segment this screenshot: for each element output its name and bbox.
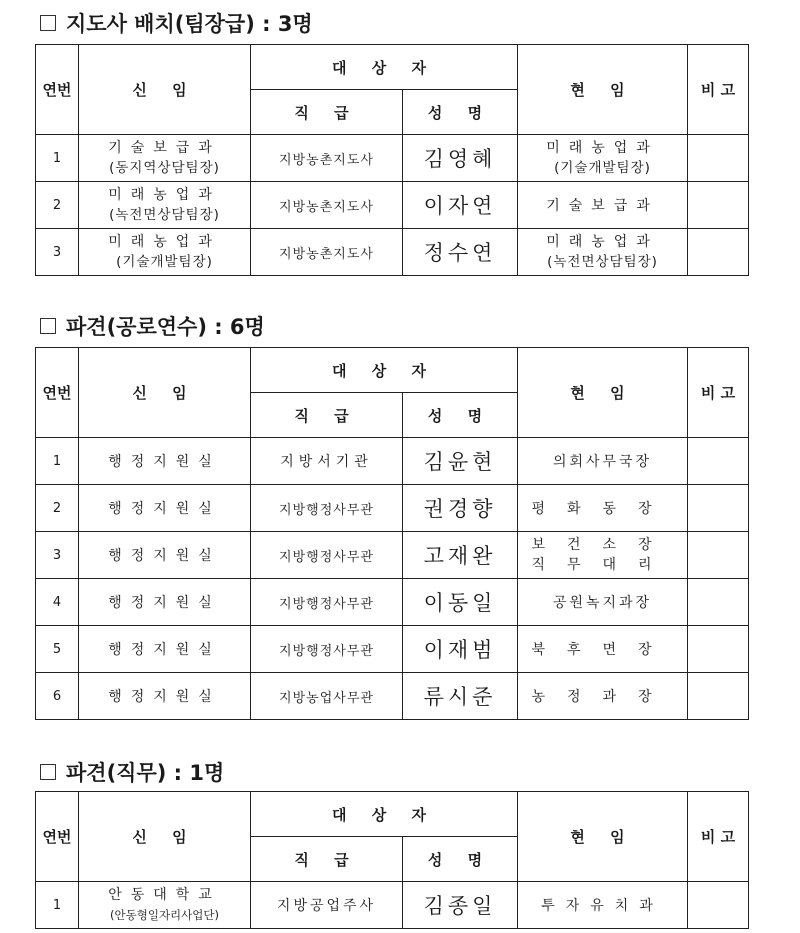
row-no: 3 xyxy=(36,532,79,579)
section-title-text: 파견(공로연수) : 6명 xyxy=(66,315,265,339)
new-post-cell: 행정지원실 xyxy=(79,626,251,673)
rank-cell: 지방농촌지도사 xyxy=(251,135,403,182)
current-post-team: (녹전면상담팀장) xyxy=(547,254,658,270)
name-cell: 이재범 xyxy=(403,626,518,673)
note-cell xyxy=(688,135,749,182)
rank-cell: 지방행정사무관 xyxy=(251,579,403,626)
current-post-cell: 기술보급과 xyxy=(518,182,688,229)
header-no: 연번 xyxy=(36,348,79,438)
name-cell: 김종일 xyxy=(403,882,518,929)
row-no: 6 xyxy=(36,673,79,720)
table-row xyxy=(36,532,749,579)
rank-cell: 지방행정사무관 xyxy=(251,485,403,532)
name-cell: 권경향 xyxy=(403,485,518,532)
header-new-post: 신 임 xyxy=(79,45,251,135)
new-post-dept: 기술보급과 xyxy=(108,140,221,156)
header-current-post: 현 임 xyxy=(518,792,688,882)
header-rank: 직 급 xyxy=(251,393,403,438)
rank-cell: 지방행정사무관 xyxy=(251,532,403,579)
new-post-cell xyxy=(79,182,251,229)
current-post-team: (기술개발팀장) xyxy=(554,160,651,176)
header-rank: 직 급 xyxy=(251,837,403,882)
row-no: 3 xyxy=(36,229,79,276)
row-no: 1 xyxy=(36,882,79,929)
personnel-table xyxy=(35,791,749,929)
row-no: 2 xyxy=(36,485,79,532)
name-cell: 김윤현 xyxy=(403,438,518,485)
new-post-cell: 행정지원실 xyxy=(79,532,251,579)
header-no: 연번 xyxy=(36,792,79,882)
header-current-post: 현 임 xyxy=(518,45,688,135)
header-new-post: 신 임 xyxy=(79,348,251,438)
rank-cell: 지방농촌지도사 xyxy=(251,229,403,276)
header-note: 비 고 xyxy=(688,348,749,438)
new-post-cell: 행정지원실 xyxy=(79,673,251,720)
section-title xyxy=(40,757,224,787)
table-row xyxy=(36,485,749,532)
new-post-dept: 미래농업과 xyxy=(108,234,221,250)
header-current-post: 현 임 xyxy=(518,348,688,438)
header-target: 대 상 자 xyxy=(251,45,518,90)
row-no: 5 xyxy=(36,626,79,673)
row-no: 1 xyxy=(36,438,79,485)
rank-cell: 지방농업사무관 xyxy=(251,673,403,720)
header-name: 성 명 xyxy=(403,837,518,882)
header-note: 비 고 xyxy=(688,792,749,882)
header-target: 대 상 자 xyxy=(251,348,518,393)
new-post-dept: 안동대학교 xyxy=(108,887,221,903)
section-title-text: 파견(직무) : 1명 xyxy=(66,761,225,785)
name-cell: 이동일 xyxy=(403,579,518,626)
name-cell: 이자연 xyxy=(403,182,518,229)
current-post-cell xyxy=(518,229,688,276)
header-name: 성 명 xyxy=(403,393,518,438)
section-title xyxy=(40,8,313,38)
rank-cell: 지방공업주사 xyxy=(251,882,403,929)
current-post-cell: 공원녹지과장 xyxy=(518,579,688,626)
table-row xyxy=(36,229,749,276)
current-post-cell xyxy=(518,135,688,182)
current-post-cell: 투자유치과 xyxy=(518,882,688,929)
new-post-cell xyxy=(79,135,251,182)
note-cell xyxy=(688,626,749,673)
new-post-cell: 행정지원실 xyxy=(79,438,251,485)
current-post-line2: 직무대리 xyxy=(531,557,674,573)
table-row xyxy=(36,673,749,720)
checkbox-square-icon xyxy=(40,318,56,334)
rank-cell: 지방행정사무관 xyxy=(251,626,403,673)
row-no: 4 xyxy=(36,579,79,626)
header-no: 연번 xyxy=(36,45,79,135)
row-no: 2 xyxy=(36,182,79,229)
current-post-cell: 북후면장 xyxy=(518,626,688,673)
table-row xyxy=(36,182,749,229)
rank-cell: 지방농촌지도사 xyxy=(251,182,403,229)
note-cell xyxy=(688,882,749,929)
name-cell: 김영혜 xyxy=(403,135,518,182)
note-cell xyxy=(688,229,749,276)
name-cell: 고재완 xyxy=(403,532,518,579)
header-target: 대 상 자 xyxy=(251,792,518,837)
note-cell xyxy=(688,532,749,579)
note-cell xyxy=(688,485,749,532)
new-post-team: (안동형일자리사업단) xyxy=(110,908,219,922)
new-post-cell xyxy=(79,229,251,276)
current-post-cell: 의회사무국장 xyxy=(518,438,688,485)
section-title xyxy=(40,311,265,341)
new-post-cell: 행정지원실 xyxy=(79,579,251,626)
row-no: 1 xyxy=(36,135,79,182)
header-new-post: 신 임 xyxy=(79,792,251,882)
current-post-cell: 농정과장 xyxy=(518,673,688,720)
header-note: 비 고 xyxy=(688,45,749,135)
section-title-text: 지도사 배치(팀장급) : 3명 xyxy=(66,12,313,36)
note-cell xyxy=(688,438,749,485)
table-row xyxy=(36,135,749,182)
new-post-cell xyxy=(79,882,251,929)
checkbox-square-icon xyxy=(40,764,56,780)
current-post-cell xyxy=(518,532,688,579)
header-name: 성 명 xyxy=(403,90,518,135)
current-post-line1: 보건소장 xyxy=(531,537,674,553)
name-cell: 류시준 xyxy=(403,673,518,720)
note-cell xyxy=(688,579,749,626)
new-post-team: (동지역상담팀장) xyxy=(109,160,220,176)
personnel-table xyxy=(35,44,749,276)
table-row xyxy=(36,626,749,673)
table-row xyxy=(36,882,749,929)
table-row xyxy=(36,438,749,485)
new-post-cell: 행정지원실 xyxy=(79,485,251,532)
header-rank: 직 급 xyxy=(251,90,403,135)
name-cell: 정수연 xyxy=(403,229,518,276)
personnel-table xyxy=(35,347,749,720)
current-post-dept: 미래농업과 xyxy=(546,140,659,156)
rank-cell: 지방서기관 xyxy=(251,438,403,485)
current-post-cell: 평화동장 xyxy=(518,485,688,532)
checkbox-square-icon xyxy=(40,15,56,31)
new-post-team: (녹전면상담팀장) xyxy=(109,207,220,223)
new-post-team: (기술개발팀장) xyxy=(116,254,213,270)
note-cell xyxy=(688,673,749,720)
current-post-dept: 미래농업과 xyxy=(546,234,659,250)
note-cell xyxy=(688,182,749,229)
table-row xyxy=(36,579,749,626)
new-post-dept: 미래농업과 xyxy=(108,187,221,203)
